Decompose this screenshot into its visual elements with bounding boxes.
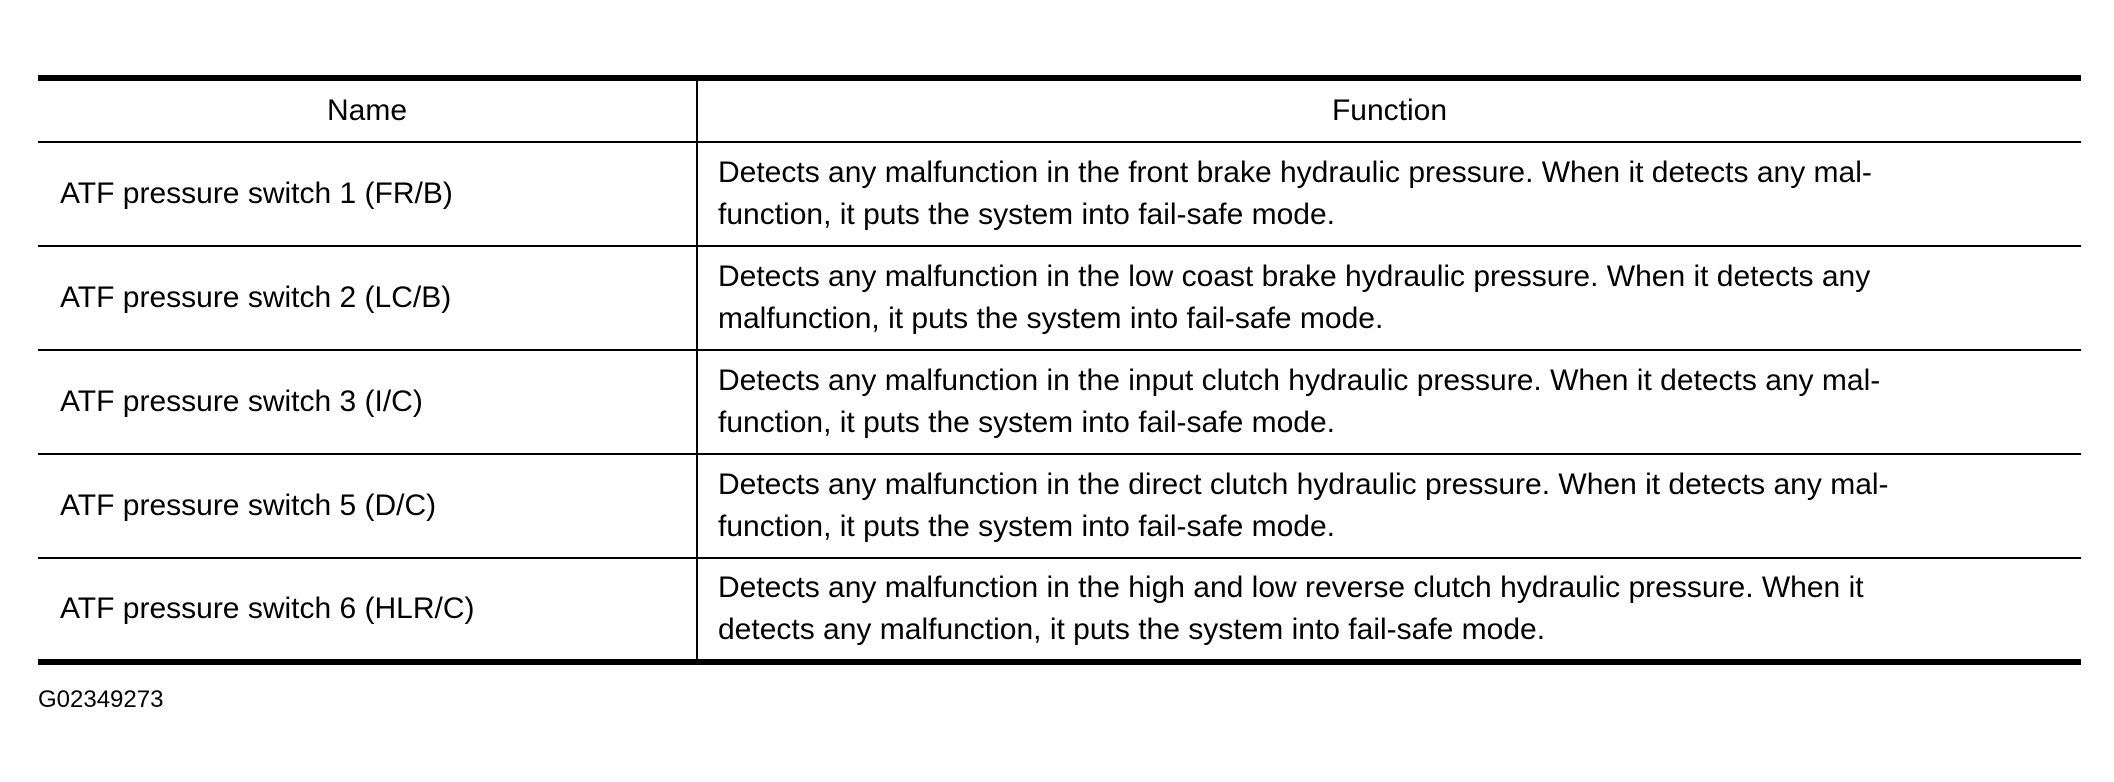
table-row	[38, 142, 2081, 246]
switch-name-cell: ATF pressure switch 6 (HLR/C)	[38, 558, 697, 662]
switch-function-cell: Detects any malfunction in the low coast brake hydraulic pressure. When it detects any malfunction, it puts the system into fail-safe mode.	[697, 246, 2081, 350]
table-row	[38, 246, 2081, 350]
switch-name-cell: ATF pressure switch 5 (D/C)	[38, 454, 697, 558]
table-row	[38, 454, 2081, 558]
switch-function-table	[38, 75, 2081, 665]
switch-name-cell: ATF pressure switch 1 (FR/B)	[38, 142, 697, 246]
switch-function-cell: Detects any malfunction in the high and low reverse clutch hydraulic pressure. When it detects any malfunction, it puts the system into fail-safe mode.	[697, 558, 2081, 662]
switch-name-cell: ATF pressure switch 2 (LC/B)	[38, 246, 697, 350]
switch-function-cell: Detects any malfunction in the input clutch hydraulic pressure. When it detects any mal- function, it puts the system into fail-safe mode.	[697, 350, 2081, 454]
figure-id: G02349273	[38, 686, 164, 713]
column-header-name: Name	[38, 78, 697, 142]
column-header-function: Function	[697, 78, 2081, 142]
switch-function-cell: Detects any malfunction in the direct clutch hydraulic pressure. When it detects any mal- function, it puts the system into fail-safe mode.	[697, 454, 2081, 558]
switch-name-cell: ATF pressure switch 3 (I/C)	[38, 350, 697, 454]
table-row	[38, 558, 2081, 662]
table-header-row	[38, 78, 2081, 142]
table-row	[38, 350, 2081, 454]
switch-function-cell: Detects any malfunction in the front brake hydraulic pressure. When it detects any mal- function, it puts the system into fail-safe mode.	[697, 142, 2081, 246]
